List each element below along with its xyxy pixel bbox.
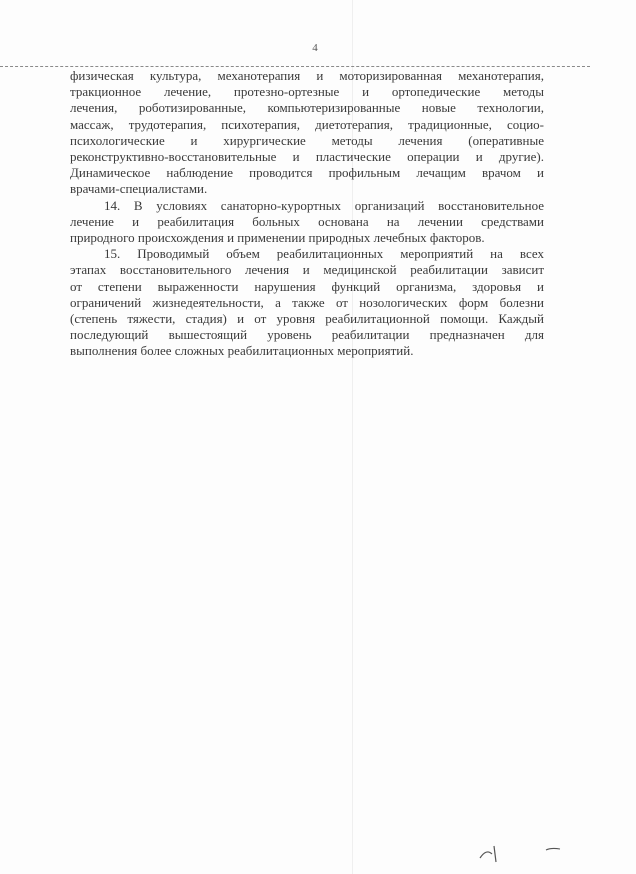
text-line: (степень тяжести, стадия) и от уровня реабилитационной помощи. Каждый (70, 311, 544, 327)
text-line: природного происхождения и применении природных лечебных факторов. (70, 230, 485, 246)
paragraph-continuation (70, 68, 544, 198)
text-line: 15. Проводимый объем реабилитационных мероприятий на всех (104, 246, 544, 262)
paragraph-15 (70, 246, 544, 359)
text-line: от степени выраженности нарушения функций организма, здоровья и (70, 278, 544, 294)
text-line: лечения, роботизированные, компьютеризированные новые технологии, (70, 100, 544, 116)
text-line: лечение и реабилитация больных основана на лечении средствами (70, 213, 544, 229)
paragraph-14 (70, 198, 544, 247)
signature-stroke (480, 846, 496, 862)
signature-mark (476, 838, 566, 866)
text-line: массаж, трудотерапия, психотерапия, диетотерапия, традиционные, социо- (70, 116, 544, 132)
page-number: 4 (312, 42, 318, 54)
top-rule-divider (0, 66, 590, 67)
document-body (70, 68, 544, 360)
text-line: ограничений жизнедеятельности, а также от нозологических форм болезни (70, 294, 544, 310)
text-line: этапах восстановительного лечения и медицинской реабилитации зависит (70, 262, 544, 278)
text-line: реконструктивно-восстановительные и пластические операции и другие). (70, 149, 544, 165)
text-line: психологические и хирургические методы лечения (оперативные (70, 132, 544, 148)
text-line: врачами-специалистами. (70, 181, 208, 197)
text-line: тракционное лечение, протезно-ортезные и ортопедические методы (70, 84, 544, 100)
text-line: Динамическое наблюдение проводится профильным лечащим врачом и (70, 165, 544, 181)
text-line: последующий вышестоящий уровень реабилитации предназначен для (70, 327, 544, 343)
text-line: выполнения более сложных реабилитационных мероприятий. (70, 343, 414, 359)
signature-dash (546, 848, 560, 850)
text-line: 14. В условиях санаторно-курортных организаций восстановительное (104, 197, 544, 213)
text-line: физическая культура, механотерапия и моторизированная механотерапия, (70, 68, 544, 83)
